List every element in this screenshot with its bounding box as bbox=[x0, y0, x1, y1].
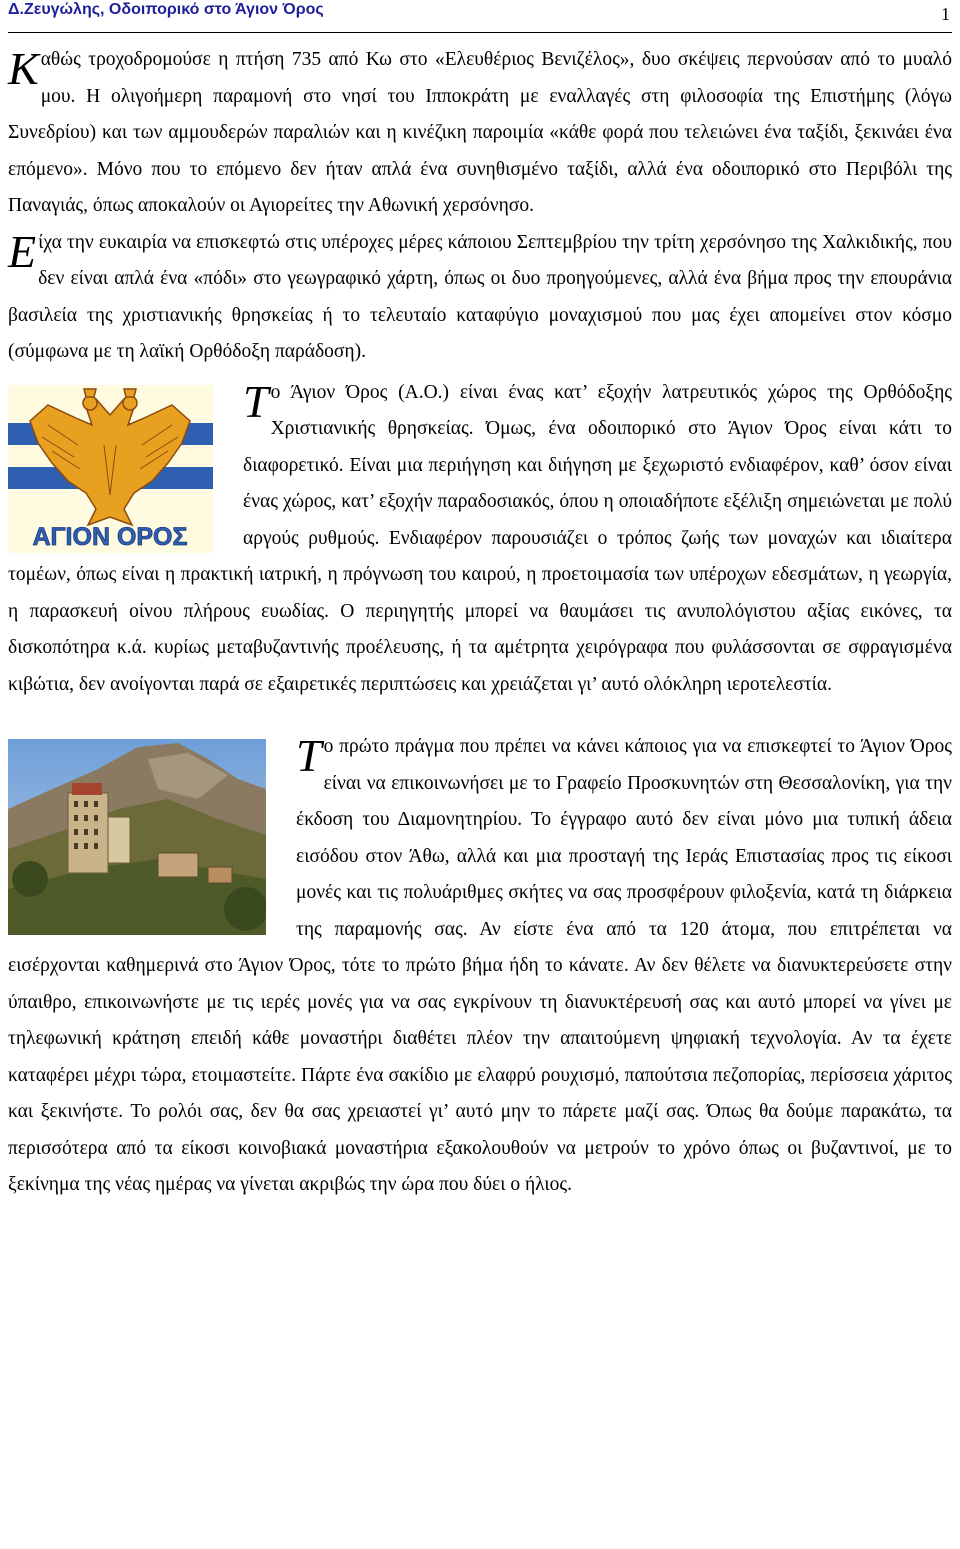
mount-athos-emblem bbox=[8, 385, 213, 553]
dropcap: Τ bbox=[243, 375, 269, 427]
emblem-caption: ΑΓΙΟΝ ΟΡΟΣ bbox=[32, 522, 188, 551]
paragraph-3 bbox=[8, 375, 952, 704]
paragraph-1 bbox=[8, 42, 952, 225]
paragraph-text: αθώς τροχοδρομούσε η πτήση 735 από Κω στο «Ελευθέριος Βενιζέλος», δυο σκέψεις περνούσαν από το μυαλό μου. Η ολιγοήμερη παραμονή στο νησί του Ιπποκράτη με εναλλαγές στη φιλοσοφία της Επιστήμης (λόγω Συνεδρίου) και των αμμουδερών παραλιών και η κινέζικη παροιμία «κάθε φορά που τελειώνει ένα ταξίδι, ξεκινάει ένα επόμενο». Μόνο που το επόμενο δεν ήταν απλά ένα συνηθισμένο ταξίδι, αλλά ένα οδοιπορικό στο Περιβόλι της Παναγιάς, όπως αποκαλούν οι Αγιορείτες την Αθωνική χερσόνησο. bbox=[8, 49, 952, 216]
article-body bbox=[8, 42, 952, 1204]
paragraph-text: ο πρώτο πράγμα που πρέπει να κάνει κάποιος για να επισκεφτεί το Άγιον Όρος είναι να επικοινωνήσει με το Γραφείο Προσκυνητών στη Θεσσαλονίκη, για την έκδοση του Διαμονητηρίου. Το έγγραφο αυτό δεν είναι μόνο μια τυπική άδεια εισόδου στον Άθω, αλλά και μια προσταγή της Ιεράς Επιστασίας προς τις είκοσι μονές και τις πολυάριθμες σκήτες να σας προσφέρουν φιλοξενία, κατά τη διάρκεια της παραμονής σας. Αν είστε ένα από τα 120 άτομα, που επιτρέπεται να εισέρχονται καθημερινά στο Άγιον Όρος, τότε το πρώτο βήμα ήδη το κάνατε. Αν δεν θέλετε να διανυκτερεύσετε στην ύπαιθρο, επικοινωνήστε με τις ιερές μονές για να σας εγκρίνουν τη διανυκτέρευσή σας και αυτό μπορεί να γίνει με τηλεφωνική κράτηση επειδή κάθε μοναστήρι διαθέτει πλέον την απαιτούμενη ψηφιακή τεχνολογία. Αν τα έχετε καταφέρει μέχρι τώρα, ετοιμαστείτε. Πάρτε ένα σακίδιο με ελαφρύ ρουχισμό, παπούτσια πεζοπορίας, περίσσεια χάριτος και ξεκινήστε. Το ρολόι σας, δεν θα σας χρειαστεί γι’ αυτό μην το πάρετε μαζί σας. Όπως θα δούμε παρακάτω, τα περισσότερα από τα είκοσι κοινοβιακά μοναστήρια εξακολουθούν να μετρούν το χρόνο όπως οι βυζαντινοί, με το ξεκίνημα της νέας ημέρας να γίνεται ακριβώς την ώρα που δύει ο ήλιος. bbox=[8, 736, 952, 1195]
dropcap: Ε bbox=[8, 225, 37, 277]
paragraph-2 bbox=[8, 225, 952, 371]
paragraph-4 bbox=[8, 729, 952, 1204]
monastery-image bbox=[8, 739, 266, 935]
page-header bbox=[8, 0, 952, 33]
page-number: 1 bbox=[941, 4, 950, 24]
header-title: Δ.Ζευγώλης, Οδοιπορικό στο Άγιον Όρος bbox=[8, 1, 324, 18]
double-headed-eagle-icon bbox=[8, 385, 213, 553]
dropcap: Τ bbox=[296, 730, 322, 781]
dropcap: Κ bbox=[8, 43, 39, 94]
monastery-photo bbox=[8, 739, 266, 935]
paragraph-text: ίχα την ευκαιρία να επισκεφτώ στις υπέροχες μέρες κάποιου Σεπτεμβρίου την τρίτη χερσόνησο της Χαλκιδικής, που δεν είναι απλά ένα «πόδι» στο γεωγραφικό χάρτη, όπως οι δυο προηγούμενες, αλλά ένα βήμα προς την επουράνια βασιλεία της χριστιανικής θρησκείας ή το τελευταίο καταφύγιο μοναχισμού που μας έχει απομείνει στον κόσμο (σύμφωνα με τη λαϊκή Ορθόδοξη παράδοση). bbox=[8, 231, 952, 362]
paragraph-text: ο Άγιον Όρος (Α.Ο.) είναι ένας κατ’ εξοχήν λατρευτικός χώρος της Ορθόδοξης Χριστιανικής θρησκείας. Όμως, ένα οδοιπορικό στο Άγιον Όρος είναι κάτι το διαφορετικό. Είναι μια περιήγηση και διήγηση με ξεχωριστό ενδιαφέρον, καθ’ όσον είναι ένας χώρος, κατ’ εξοχήν παραδοσιακός, όπου η οποιαδήποτε εξέλιξη σημειώνεται με πολύ αργούς ρυθμούς. Ενδιαφέρον παρουσιάζει ο τρόπος ζωής των μοναχών και ιδιαίτερα τομέων, όπως είναι η πρακτική ιατρική, η πρόγνωση του καιρού, η προετοιμασία των υπέροχων εδεσμάτων, η γεωργία, η παρασκευή οίνου πλήρους ευωδίας. Ο περιηγητής μπορεί να θαυμάσει τις ανυπολόγιστου αξίας εικόνες, τα δισκοπότηρα κ.ά. κυρίως μεταβυζαντινής προέλευσης, ή τα αμέτρητα χειρόγραφα που φυλάσσονται σε σφραγισμένα κιβώτια, δεν ανοίγονται παρά σε εξαιρετικές περιπτώσεις και χρειάζεται γι’ αυτό ολόκληρη ιεροτελεστία. bbox=[8, 381, 952, 695]
